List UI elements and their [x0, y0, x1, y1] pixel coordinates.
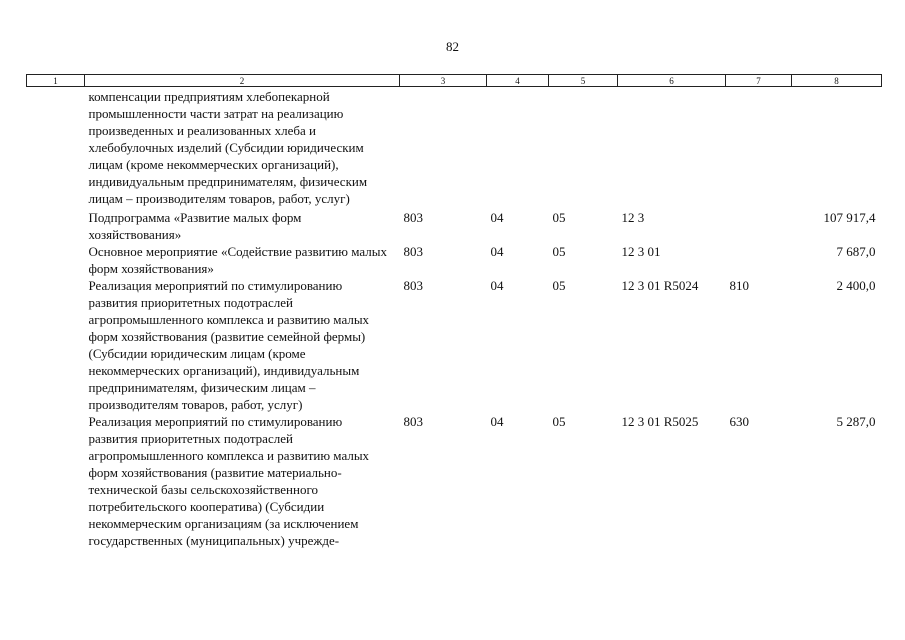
row-col4: 04 [490, 210, 504, 225]
table-row [27, 413, 882, 549]
page-number: 82 [446, 39, 459, 54]
row-col5: 05 [552, 210, 566, 225]
table-row [27, 207, 882, 243]
column-header-2: 2 [85, 75, 400, 87]
row-number [27, 277, 85, 413]
row-col6: 12 3 01 [621, 244, 661, 259]
table-row [27, 243, 882, 277]
row-col7 [726, 243, 792, 277]
row-amount: 107 917,4 [823, 210, 876, 225]
row-number [27, 87, 85, 208]
row-amount: 5 287,0 [836, 414, 876, 429]
row-col4: 04 [490, 244, 504, 259]
row-col3 [400, 87, 487, 208]
row-amount: 7 687,0 [836, 244, 876, 259]
row-col3: 803 [403, 244, 423, 259]
header-row [27, 75, 882, 87]
budget-table [26, 74, 882, 549]
table-row [27, 277, 882, 413]
row-col5 [549, 87, 618, 208]
row-amount [792, 87, 882, 208]
column-header-4: 4 [487, 75, 549, 87]
row-col6: 12 3 01 R5024 [621, 278, 699, 293]
table-body [27, 87, 882, 550]
row-description: компенсации предприятиям хлебопекарной промышленности части затрат на реализацию произведенных и реализованных хлеба и хлебобулочных изделий (Субсидии юридическим лицам (кроме некоммерческих организаций), индивидуальным предпринимателям, физическим лицам – производителям товаров, работ, услуг) [88, 89, 368, 206]
row-number [27, 413, 85, 549]
row-col7 [726, 207, 792, 243]
row-col7: 630 [729, 414, 749, 429]
row-col4: 04 [490, 414, 504, 429]
row-col4 [487, 87, 549, 208]
column-header-5: 5 [549, 75, 618, 87]
row-col7 [726, 87, 792, 208]
row-col3: 803 [403, 210, 423, 225]
row-col3: 803 [403, 414, 423, 429]
row-col6: 12 3 [621, 210, 645, 225]
row-col7: 810 [729, 278, 749, 293]
column-header-6: 6 [618, 75, 726, 87]
row-number [27, 207, 85, 243]
row-number [27, 243, 85, 277]
row-description: Основное мероприятие «Содействие развитию малых форм хозяйствования» [88, 244, 387, 276]
row-description: Реализация мероприятий по стимулированию развития приоритетных подотраслей агропромышленного комплекса и развитию малых форм хозяйствования (развитие материально-технической базы сельскохозяйственного потребительского кооператива) (Субсидии некоммерческим организациям (за исключением государственных (муниципальных) учрежде- [88, 414, 370, 548]
row-col3: 803 [403, 278, 423, 293]
column-header-1: 1 [27, 75, 85, 87]
row-col4: 04 [490, 278, 504, 293]
column-header-8: 8 [792, 75, 882, 87]
table-row [27, 87, 882, 208]
row-description: Подпрограмма «Развитие малых форм хозяйствования» [88, 210, 302, 242]
row-col5: 05 [552, 414, 566, 429]
column-header-3: 3 [400, 75, 487, 87]
row-col6: 12 3 01 R5025 [621, 414, 699, 429]
row-col5: 05 [552, 278, 566, 293]
table-header [27, 75, 882, 87]
row-col5: 05 [552, 244, 566, 259]
row-col6 [618, 87, 726, 208]
row-amount: 2 400,0 [836, 278, 876, 293]
row-description: Реализация мероприятий по стимулированию развития приоритетных подотраслей агропромышленного комплекса и развитию малых форм хозяйствования (развитие семейной фермы) (Субсидии юридическим лицам (кроме некоммерческих организаций), индивидуальным предпринимателям, физическим лицам – производителям товаров, работ, услуг) [88, 278, 370, 412]
column-header-7: 7 [726, 75, 792, 87]
